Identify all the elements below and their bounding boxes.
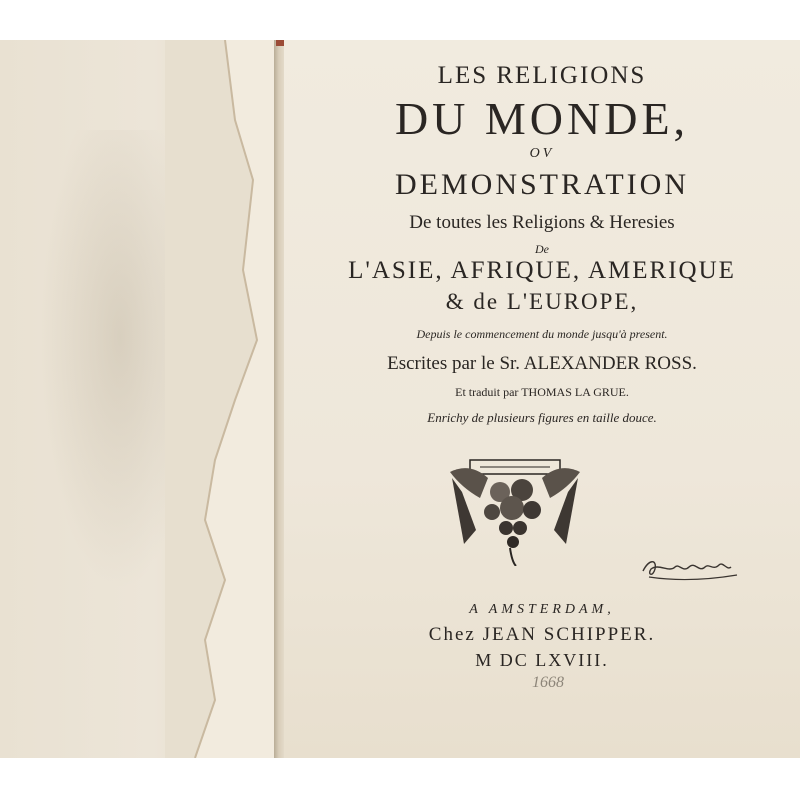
title-line-3: OV	[529, 146, 555, 161]
pencil-note: 1668	[532, 674, 564, 691]
torn-paper-edge	[165, 40, 285, 758]
fruit-basket-ornament	[440, 458, 590, 566]
handwritten-signature	[639, 553, 739, 583]
title-line-5: De toutes les Religions & Heresies	[409, 212, 675, 233]
title-line-11: Et traduit par THOMAS LA GRUE.	[455, 385, 629, 399]
title-line-2: DU MONDE,	[394, 93, 690, 144]
title-line-1: LES RELIGIONS	[437, 62, 647, 89]
title-line-6: De	[535, 242, 549, 256]
imprint-year: M DC LXVIII.	[475, 650, 609, 670]
title-line-8: & de L'EUROPE,	[445, 289, 639, 314]
book-photo	[0, 40, 800, 758]
title-line-9: Depuis le commencement du monde jusqu'à present.	[416, 327, 668, 341]
imprint-printer: Chez JEAN SCHIPPER.	[428, 624, 656, 645]
title-page	[284, 40, 800, 758]
imprint-city: A AMSTERDAM,	[469, 602, 615, 617]
title-line-7: L'ASIE, AFRIQUE, AMERIQUE	[348, 257, 736, 284]
title-line-10: Escrites par le Sr. ALEXANDER ROSS.	[387, 353, 697, 374]
title-line-12: Enrichy de plusieurs figures en taille douce.	[427, 410, 657, 425]
title-line-4: DEMONSTRATION	[395, 168, 689, 201]
